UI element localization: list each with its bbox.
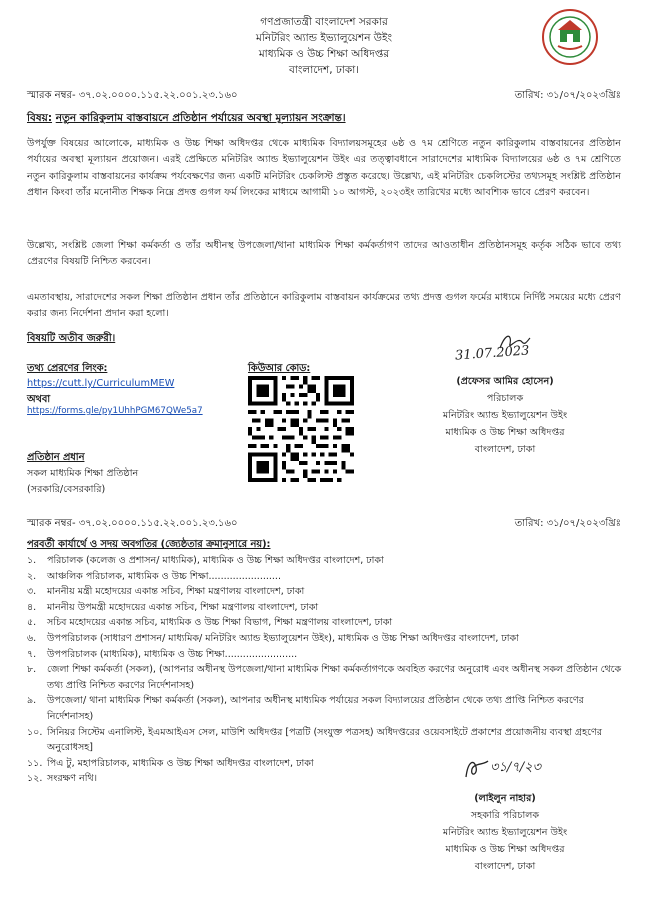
distribution-list (27, 553, 627, 787)
list-item-text: মাননীয় মন্ত্রী মহোদয়ের একান্ত সচিব, শিক্ষা মন্ত্রণালয় বাংলাদেশ, ঢাকা (47, 586, 305, 598)
list-item-text: পরিচালক (কলেজ ও প্রশাসন/ মাধ্যমিক), মাধ্যমিক ও উচ্চ শিক্ষা অধিদপ্তর বাংলাদেশ, ঢাকা (47, 555, 384, 566)
list-item (27, 600, 627, 616)
list-item-number: ৪. (27, 601, 37, 613)
signature-2-name: (লাইলুন নাহার) (474, 793, 536, 804)
list-item (27, 553, 627, 569)
qr-label: কিউআর কোড: (248, 363, 311, 374)
links-label: তথ্য প্রেরণের লিংক: (27, 363, 108, 374)
list-item-text: আঞ্চলিক পরিচালক, মাধ্যমিক ও উচ্চ শিক্ষা........................ (47, 570, 281, 582)
header-line-1: গণপ্রজাতন্ত্রী বাংলাদেশ সরকার (260, 16, 388, 28)
memo-number-2: স্মারক নম্বর- ৩৭.০২.০০০০.১১৫.২২.০০১.২৩.১৬০ (27, 518, 238, 529)
list-item-text: জেলা শিক্ষা কর্মকর্তা (সকল), (আপনার অধীনস্থ উপজেলা/থানা মাধ্যমিক শিক্ষা কর্মকর্তাগণকে অবহিত করণের অনুরোধ এবং অধীনস্থ সকল প্রতিষ্ঠান থেকে তথ্য প্রাপ্তি নিশ্চিত করণের নির্দেশনাসহ) (47, 664, 622, 691)
signature-2-handwriting: ৩১/৭/২৩ (490, 760, 542, 775)
signature-1-line-3: মাধ্যমিক ও উচ্চ শিক্ষা অধিদপ্তর (445, 427, 565, 438)
list-item-text: উপপরিচালক (সাধারণ প্রশাসন/ মাধ্যমিক/ মনিটরিং অ্যান্ড ইভ্যালুয়েশন উইং), মাধ্যমিক ও উচ্চ শিক্ষা অধিদপ্তর বাংলাদেশ, ঢাকা (47, 632, 519, 644)
recipient-line-2: (সরকারি/বেসরকারি) (27, 484, 106, 495)
signature-1-line-4: বাংলাদেশ, ঢাকা (474, 444, 536, 455)
memo-date-2: তারিখ: ৩১/০৭/২০২৩খ্রিঃ (514, 518, 621, 529)
list-item-text: সংরক্ষণ নথি। (47, 773, 97, 785)
qr-code-icon (248, 376, 354, 482)
body-paragraph-3: এমতাবস্থায়, সারাদেশের সকল শিক্ষা প্রতিষ্ঠান প্রধান তাঁর প্রতিষ্ঠানে কারিকুলাম বাস্তবায়ন কার্যক্রমের তথ্য প্রদত্ত গুগল ফর্মের মাধ্যমে নির্দিষ্ট সময়ের মধ্যে প্রেরণ করার জন্য নির্দেশনা প্রদান করা হলো। (27, 292, 621, 320)
memo-row-2 (27, 516, 621, 533)
header-line-4: বাংলাদেশ, ঢাকা। (288, 64, 360, 76)
list-item-text: উপজেলা/ থানা মাধ্যমিক শিক্ষা কর্মকর্তা (সকল), আপনার অধীনস্থ মাধ্যমিক পর্যায়ের সকল বিদ্যালয়ের প্রতিষ্ঠান থেকে তথ্য প্রাপ্তি নিশ্চিত করণের নির্দেশনাসহ) (47, 695, 584, 722)
signature-1-handwriting: 31.07.2023 (454, 343, 530, 364)
subject-label: বিষয়: (27, 112, 53, 124)
signature-1-line-1: পরিচালক (486, 393, 524, 404)
list-item-text: পিএ টু, মহাপরিচালক, মাধ্যমিক ও উচ্চ শিক্ষা অধিদপ্তর বাংলাদেশ, ঢাকা (47, 757, 314, 769)
subject-text: নতুন কারিকুলাম বাস্তবায়নে প্রতিষ্ঠান পর্যায়ের অবস্থা মূল্যায়ন সংক্রান্ত। (55, 112, 346, 124)
signature-2-scribble-icon (462, 755, 492, 781)
list-item (27, 693, 627, 724)
list-item-text: সচিব মহোদয়ের একান্ত সচিব, মাধ্যমিক ও উচ্চ শিক্ষা বিভাগ, শিক্ষা মন্ত্রণালয় বাংলাদেশ, ঢাকা (47, 617, 393, 629)
list-item (27, 584, 627, 600)
signature-2-block (430, 790, 580, 875)
list-item-number: ৫. (27, 617, 37, 629)
body-paragraph-2: উল্লেখ্য, সংশ্লিষ্ট জেলা শিক্ষা কর্মকর্তা ও তাঁর অধীনস্থ উপজেলা/থানা মাধ্যমিক শিক্ষা কর্মকর্তাগণ তাদের আওতাধীন প্রতিষ্ঠানসমূহ কর্তৃক সঠিক ভাবে তথ্য প্রেরণের বিষয়টি নিশ্চিত করবেন। (27, 240, 621, 268)
list-item-text: উপপরিচালক (মাধ্যমিক), মাধ্যমিক ও উচ্চ শিক্ষা........................ (47, 648, 298, 660)
subject-line (27, 111, 621, 128)
list-item (27, 615, 627, 631)
list-item-number: ৯. (27, 695, 37, 707)
distribution-list-title: পরবর্তী কার্যার্থে ও সদয় অবগতির (জ্যেষ্ঠতার ক্রমানুসারে নয়): (27, 539, 271, 550)
memo-row (27, 88, 621, 105)
list-item-number: ৬. (27, 632, 37, 644)
memo-number: স্মারক নম্বর- ৩৭.০২.০০০০.১১৫.২২.০০১.২৩.১৬০ (27, 90, 238, 101)
list-item (27, 662, 627, 693)
signature-2-line-2: মনিটরিং অ্যান্ড ইভ্যালুয়েশন উইং (442, 827, 568, 838)
memo-date: তারিখ: ৩১/০৭/২০২৩খ্রিঃ (514, 90, 621, 101)
dshe-logo-icon (540, 8, 600, 66)
list-item-text: সিনিয়র সিস্টেম এনালিস্ট, ইএমআইএস সেল, মাউশি অধিদপ্তর [পত্রটি (সংযুক্ত পত্রসহ) অধিদপ্তরের ওয়েবসাইটে প্রকাশের প্রয়োজনীয় ব্যবস্থা গ্রহণের অনুরোধসহ] (47, 726, 602, 754)
signature-2-line-3: মাধ্যমিক ও উচ্চ শিক্ষা অধিদপ্তর (445, 844, 565, 855)
signature-1-line-2: মনিটরিং অ্যান্ড ইভ্যালুয়েশন উইং (442, 410, 568, 421)
signature-2-line-4: বাংলাদেশ, ঢাকা (474, 861, 536, 872)
list-item-number: ৮. (27, 664, 37, 676)
list-item (27, 647, 627, 663)
signature-1-scribble-icon (498, 330, 532, 352)
list-item-number: ৩. (27, 586, 37, 598)
list-item (27, 725, 627, 756)
list-item-number: ৭. (27, 648, 37, 660)
list-item-number: ১০. (27, 726, 43, 738)
urgent-note: বিষয়টি অতীব জরুরী। (27, 333, 116, 344)
list-item-number: ১. (27, 555, 37, 566)
list-item-number: ১১. (27, 757, 43, 769)
list-item-text: মাননীয় উপমন্ত্রী মহোদয়ের একান্ত সচিব, শিক্ষা মন্ত্রণালয় বাংলাদেশ, ঢাকা (47, 601, 319, 613)
header-line-2: মনিটরিং অ্যান্ড ইভ্যালুয়েশন উইং (256, 32, 392, 44)
form-link-2[interactable]: https://forms.gle/py1UhhPGM67QWe5a7 (27, 406, 203, 416)
form-link-1[interactable]: https://cutt.ly/CurriculumMEW (27, 378, 175, 389)
list-item-number: ২. (27, 570, 37, 582)
or-label: অথবা (27, 394, 51, 405)
body-paragraph-1: উপর্যুক্ত বিষয়ের আলোকে, মাধ্যমিক ও উচ্চ শিক্ষা অধিদপ্তর থেকে মাধ্যমিক বিদ্যালয়সমূহের ৬ষ্ঠ ও ৭ম শ্রেণিতে নতুন কারিকুলাম বাস্তবায়নের প্রতিষ্ঠান পর্যায়ের অবস্থা মূল্যায়ন প্রয়োজন। এরই প্রেক্ষিতে মনিটরিং অ্যান্ড ইভ্যালুয়েশন উইং এর তত্ত্বাবধানে সারাদেশের মাধ্যমিক বিদ্যালয়ের ৬ষ্ঠ ও ৭ম শ্রেণিতে নতুন কারিকুলাম বাস্তবায়নের কার্যক্রম পর্যবেক্ষণের জন্য একটি মনিটরিং চেকলিস্ট প্রস্তুত করেছে। উল্লেখ্য, এই মনিটরিং চেকলিস্টের তথ্যসমূহ সংশ্লিষ্ট প্রতিষ্ঠান প্রধান কিংবা তাঁর মনোনীত শিক্ষক নিম্নে প্রদত্ত গুগল ফর্ম লিংকের মাধ্যমে আগামী ১০ আগস্ট, ২০২৩ইং তারিখের মধ্যে আবশ্যিক ভাবে প্রেরণ করবেন। (27, 138, 621, 198)
header-line-3: মাধ্যমিক ও উচ্চ শিক্ষা অধিদপ্তর (258, 48, 390, 60)
list-item (27, 569, 627, 585)
signature-2-line-1: সহকারি পরিচালক (470, 810, 540, 821)
signature-1-name: (প্রফেসর আমির হোসেন) (456, 376, 554, 387)
list-item-number: ১২. (27, 773, 43, 785)
recipient-title: প্রতিষ্ঠান প্রধান (27, 452, 85, 463)
recipient-line-1: সকল মাধ্যমিক শিক্ষা প্রতিষ্ঠান (27, 468, 139, 479)
list-item (27, 631, 627, 647)
signature-1-block (440, 373, 570, 458)
